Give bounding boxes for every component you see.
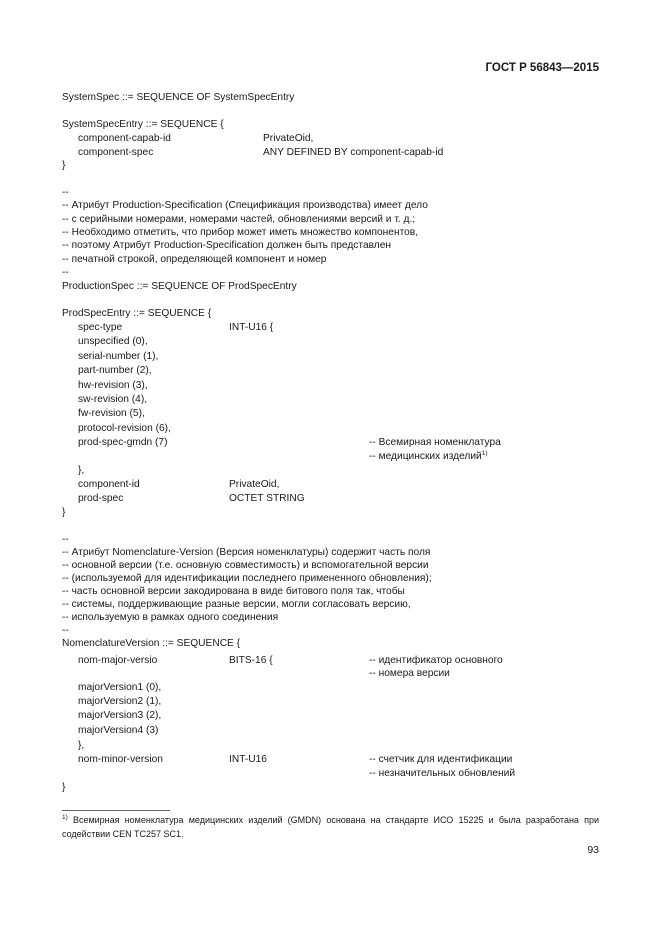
code-line: serial-number (1), [78,351,159,362]
code-line: part-number (2), [78,365,152,376]
code-line: nom-major-versio [78,655,158,666]
comment-line: -- основной версии (т.е. основную совместимость) и вспомогательной версии [62,560,429,571]
code-line: majorVersion3 (2), [78,710,162,721]
code-line: SystemSpecEntry ::= SEQUENCE { [62,119,224,130]
code-line: nom-minor-version [78,754,163,765]
code-line: INT-U16 [229,754,267,765]
code-line: hw-revision (3), [78,380,148,391]
code-line: } [62,782,66,793]
standard-header: ГОСТ Р 56843—2015 [485,62,599,74]
code-line: spec-type [78,322,123,333]
code-line: majorVersion2 (1), [78,696,162,707]
code-line: PrivateOid, [229,479,280,490]
code-line: protocol-revision (6), [78,423,171,434]
comment-text: -- медицинских изделий [369,451,482,462]
code-line: } [62,507,66,518]
comment-line [369,450,488,464]
comment-line: -- Необходимо отметить, что прибор может иметь множество компонентов, [62,227,419,238]
comment-line: -- незначительных обновлений [369,768,516,779]
footnote-divider [62,810,170,811]
code-line: sw-revision (4), [78,394,148,405]
code-line: } [62,160,66,171]
comment-line: -- идентификатор основного [369,655,503,666]
code-line: }, [78,465,85,476]
comment-line: -- используемую в рамках одного соединения [62,612,279,623]
code-line: INT-U16 { [229,322,274,333]
code-line: BITS-16 { [229,655,273,666]
comment-line: -- печатной строкой, определяющей компонент и номер [62,254,327,265]
code-line: component-spec [78,147,154,158]
comment-line: -- счетчик для идентификации [369,754,513,765]
code-line: ProdSpecEntry ::= SEQUENCE { [62,308,212,319]
comment-line: -- [62,625,69,636]
footnote-marker: 1) [62,814,68,821]
comment-line: -- системы, поддерживающие разные версии, могли согласовать версию, [62,599,411,610]
comment-line: -- часть основной версии закодирована в виде битового поля так, чтобы [62,586,405,597]
comment-line: -- [62,187,69,198]
comment-line: -- Атрибут Nomenclature-Version (Версия номенклатуры) содержит часть поля [62,547,431,558]
comment-line: -- Всемирная номенклатура [369,437,501,448]
page-number: 93 [587,844,599,856]
comment-line: -- номера версии [369,668,450,679]
comment-line: -- (используемой для идентификации последнего примененного обновления); [62,573,432,584]
footnote [62,813,599,841]
code-line: prod-spec-gmdn (7) [78,437,168,448]
code-line: NomenclatureVersion ::= SEQUENCE { [62,638,241,649]
code-line: unspecified (0), [78,336,148,347]
comment-line: -- с серийными номерами, номерами частей, обновлениями версий и т. д.; [62,214,416,225]
code-line: component-id [78,479,140,490]
code-line: majorVersion1 (0), [78,682,162,693]
code-line: prod-spec [78,493,124,504]
code-line: SystemSpec ::= SEQUENCE OF SystemSpecEntry [62,92,295,103]
footnote-text: Всемирная номенклатура медицинских изделий (GMDN) основана на стандарте ИСО 15225 и была разработана при содействии CEN TC257 SC1. [62,815,599,839]
footnote-ref: 1) [481,450,488,457]
code-line: OCTET STRING [229,493,305,504]
comment-line: -- [62,267,69,278]
code-line: }, [78,740,85,751]
code-line: ProductionSpec ::= SEQUENCE OF ProdSpecEntry [62,281,297,292]
code-line: fw-revision (5), [78,408,145,419]
code-line: PrivateOid, [263,133,314,144]
code-line: component-capab-id [78,133,171,144]
comment-line: -- [62,534,69,545]
comment-line: -- Атрибут Production-Specification (Спецификация производства) имеет дело [62,200,428,211]
code-line: ANY DEFINED BY component-capab-id [263,147,444,158]
code-line: majorVersion4 (3) [78,725,159,736]
comment-line: -- поэтому Атрибут Production-Specification должен быть представлен [62,240,392,251]
